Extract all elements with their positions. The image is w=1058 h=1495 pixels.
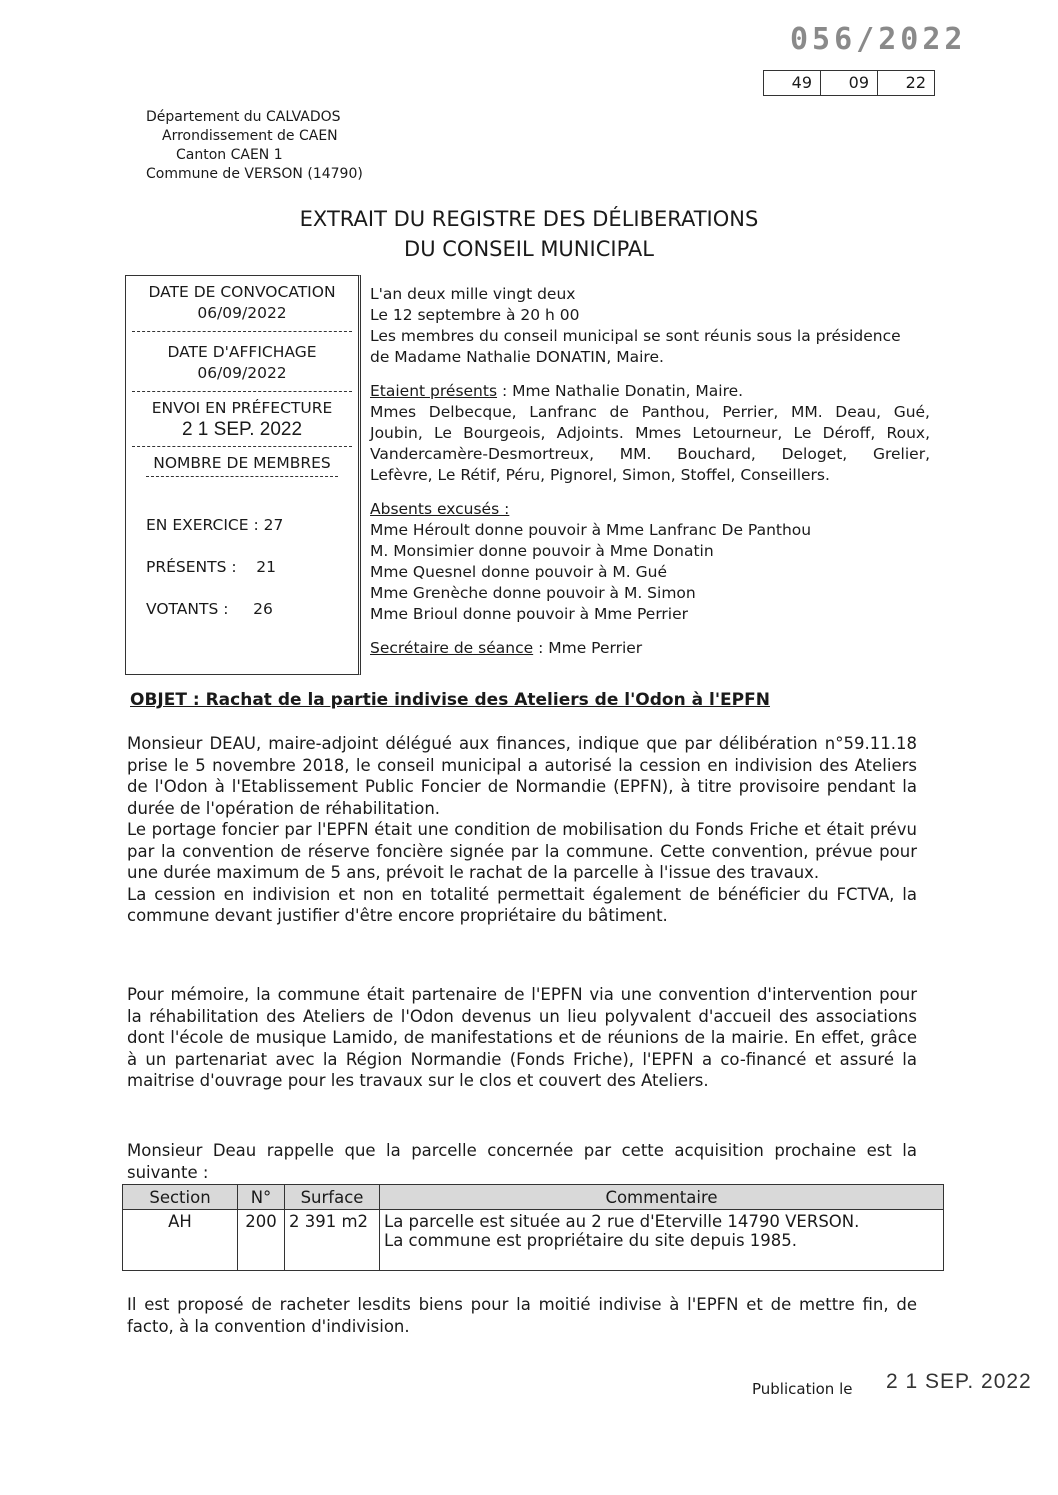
absent-proxy: M. Monsimier donne pouvoir à Mme Donatin <box>370 542 714 560</box>
stamp-cell: 09 <box>821 71 878 95</box>
body-section-4 <box>127 1294 917 1337</box>
header-commune: Commune de VERSON (14790) <box>146 166 363 182</box>
cell-surface: 2 391 m2 <box>285 1210 380 1271</box>
absent-proxy: Mme Quesnel donne pouvoir à M. Gué <box>370 563 668 581</box>
session-president: de Madame Nathalie DONATIN, Maire. <box>370 348 664 366</box>
session-year: L'an deux mille vingt deux <box>370 285 576 303</box>
body-section-3 <box>127 1140 917 1183</box>
divider <box>132 391 352 392</box>
members-voting: VOTANTS : 26 <box>146 600 273 618</box>
secretary-name: : Mme Perrier <box>533 639 643 657</box>
body-section-1 <box>127 733 917 927</box>
table-header: Commentaire <box>380 1185 944 1210</box>
affichage-label: DATE D'AFFICHAGE <box>167 343 317 361</box>
presents-list-line: Vandercamère-Desmortreux, MM. Bouchard, Deloget, Grelier, <box>370 445 930 463</box>
cell-numero: 200 <box>238 1210 285 1271</box>
presents-list-line: Lefèvre, Le Rétif, Péru, Pignorel, Simon, Stoffel, Conseillers. <box>370 466 830 484</box>
secretary-line <box>370 638 930 659</box>
comment-line: La commune est propriétaire du site depuis 1985. <box>384 1231 798 1250</box>
secretary-label: Secrétaire de séance <box>370 639 534 657</box>
cell-comment <box>380 1210 944 1271</box>
paragraph: Il est proposé de racheter lesdits biens pour la moitié indivise à l'EPFN et de mettre fin, de facto, à la convention d'indivision. <box>127 1295 917 1336</box>
table-header: Surface <box>285 1185 380 1210</box>
divider <box>132 331 352 332</box>
presents-list-line: Joubin, Le Bourgeois, Adjoints. Mmes Letourneur, Le Déroff, Roux, <box>370 424 930 442</box>
divider <box>146 476 338 477</box>
convocation-date: 06/09/2022 <box>197 304 287 322</box>
deliberation-subject: OBJET : Rachat de la partie indivise des Ateliers de l'Odon à l'EPFN <box>130 690 770 710</box>
header-canton: Canton CAEN 1 <box>176 147 283 163</box>
members-present: PRÉSENTS : 21 <box>146 558 277 576</box>
envoi-label: ENVOI EN PRÉFECTURE <box>151 399 333 417</box>
members-in-office: EN EXERCICE : 27 <box>146 516 284 534</box>
divider <box>132 446 352 447</box>
registration-stamp-number: 056/2022 <box>790 22 967 57</box>
table-header: N° <box>238 1185 285 1210</box>
session-date: Le 12 septembre à 20 h 00 <box>370 306 580 324</box>
paragraph: Pour mémoire, la commune était partenaire de l'EPFN via une convention d'intervention pour la réhabilitation des Ateliers de l'Odon devenus un lieu polyvalent d'accueil des associations dont l'école de musique Lamido, de manifestations et de réunions de la mairie. En effet, grâce à un partenariat avec la Région Normandie (Fonds Friche), l'EPFN a co-financé et assuré la maitrise d'ouvrage pour les travaux sur le clos et couvert des Ateliers. <box>127 985 917 1090</box>
parcel-table <box>122 1184 944 1271</box>
header-department: Département du CALVADOS <box>146 109 341 125</box>
absent-proxy: Mme Grenèche donne pouvoir à M. Simon <box>370 584 696 602</box>
membres-label: NOMBRE DE MEMBRES <box>153 454 331 472</box>
document-title-line1: EXTRAIT DU REGISTRE DES DÉLIBERATIONS <box>299 207 759 231</box>
convocation-label: DATE DE CONVOCATION <box>148 283 336 301</box>
absent-proxy: Mme Héroult donne pouvoir à Mme Lanfranc De Panthou <box>370 521 812 539</box>
paragraph: Le portage foncier par l'EPFN était une condition de mobilisation du Fonds Friche et était prévu par la convention de réserve foncière signée par la commune. Cette convention, prévue pour une durée maximum de 5 ans, prévoit le rachat de la parcelle à l'issue des travaux. <box>127 820 917 882</box>
absents-label: Absents excusés : <box>370 500 510 518</box>
administrative-header <box>130 108 363 184</box>
table-header: Section <box>123 1185 238 1210</box>
presents-label: Etaient présents <box>370 382 498 400</box>
header-arrondissement: Arrondissement de CAEN <box>162 128 338 144</box>
envoi-date-stamp: 2 1 SEP. 2022 <box>181 419 303 440</box>
paragraph: Monsieur DEAU, maire-adjoint délégué aux finances, indique que par délibération n°59.11.18 prise le 5 novembre 2018, le conseil municipal a autorisé la cession en indivision des Ateliers de l'Odon à l'Etablissement Public Foncier de Normandie (EPFN), à titre provisoire pendant la durée de l'opération de réhabilitation. <box>127 734 917 818</box>
publication-label: Publication le <box>752 1380 853 1398</box>
document-title-line2: DU CONSEIL MUNICIPAL <box>404 237 654 261</box>
cell-section: AH <box>123 1210 238 1271</box>
comment-line: La parcelle est située au 2 rue d'Eterville 14790 VERSON. <box>384 1212 860 1231</box>
presents-mayor: : Mme Nathalie Donatin, Maire. <box>497 382 744 400</box>
paragraph: Monsieur Deau rappelle que la parcelle concernée par cette acquisition prochaine est la suivante : <box>127 1141 917 1182</box>
body-section-2 <box>127 984 917 1092</box>
presents-list-line: Mmes Delbecque, Lanfranc de Panthou, Perrier, MM. Deau, Gué, <box>370 403 930 421</box>
table-row <box>123 1210 944 1271</box>
presents-line <box>370 381 930 402</box>
meeting-info-box <box>125 275 361 675</box>
publication-date-stamp: 2 1 SEP. 2022 <box>886 1370 1032 1393</box>
paragraph: La cession en indivision et non en totalité permettait également de bénéficier du FCTVA, la commune devant justifier d'être encore propriétaire du bâtiment. <box>127 884 917 925</box>
absent-proxy: Mme Brioul donne pouvoir à Mme Perrier <box>370 605 689 623</box>
stamp-cell: 49 <box>764 71 821 95</box>
registration-stamp-box <box>763 70 935 96</box>
stamp-cell: 22 <box>905 73 926 92</box>
session-intro: Les membres du conseil municipal se sont réunis sous la présidence <box>370 327 901 345</box>
affichage-date: 06/09/2022 <box>197 364 287 382</box>
session-details <box>370 284 930 659</box>
